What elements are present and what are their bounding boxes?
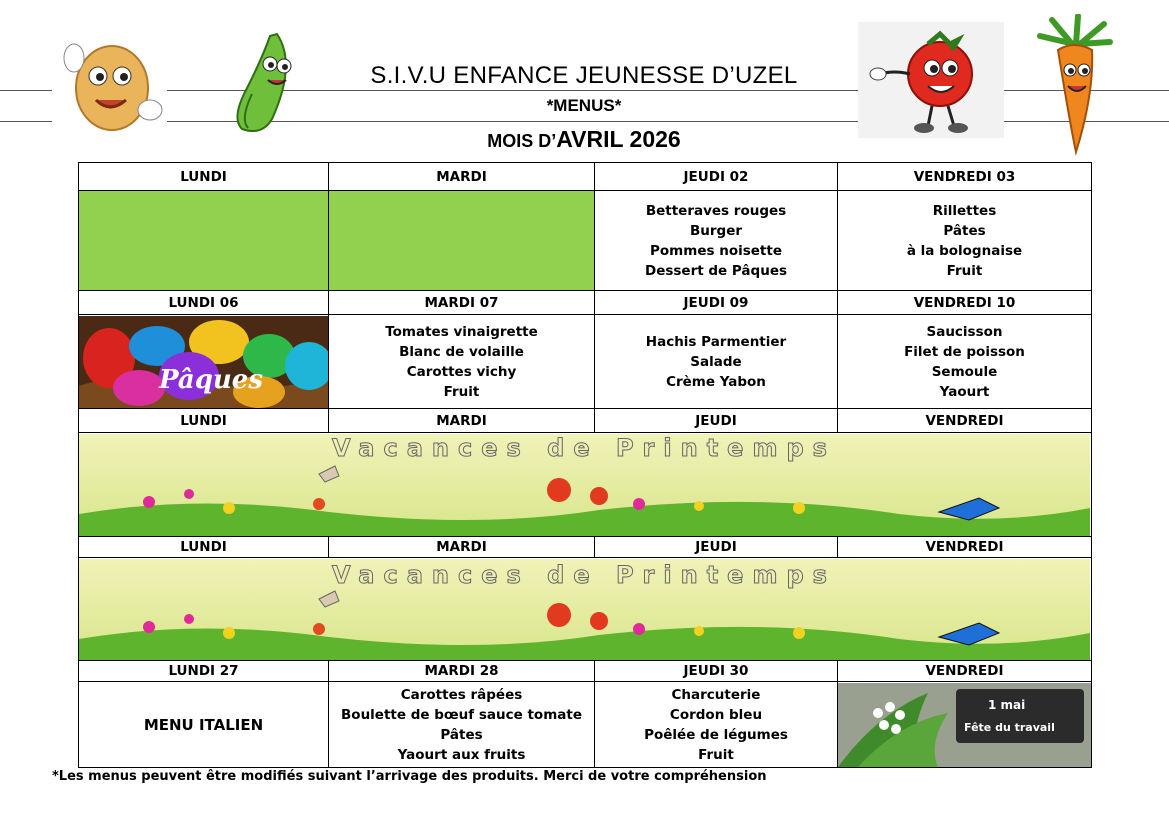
month-prefix: MOIS D’ [487, 131, 557, 151]
menu-item: Saucisson [926, 323, 1003, 340]
tomato-icon [858, 22, 1004, 138]
week-3-header-row [79, 409, 1092, 433]
day-header: VENDREDI [838, 661, 1092, 682]
banner-text: Vacances de Printemps [332, 560, 836, 589]
day-header: JEUDI [595, 409, 838, 433]
menu-item: Hachis Parmentier [645, 333, 787, 350]
menu-item: Fruit [443, 383, 480, 400]
cucumber-icon [222, 24, 307, 139]
day-header: JEUDI 02 [595, 163, 838, 191]
week-5-header-row [79, 661, 1092, 682]
day-header: JEUDI 30 [595, 661, 838, 682]
day-header: VENDREDI [838, 409, 1092, 433]
menu-item: Charcuterie [671, 686, 761, 703]
menu-item: Yaourt [939, 383, 990, 400]
menu-item: Fruit [946, 262, 983, 279]
week-2-menu-row [79, 315, 1092, 409]
menus-subtitle: *MENUS* [546, 96, 622, 115]
day-header: VENDREDI 03 [838, 163, 1092, 191]
day-menu-cell [329, 315, 595, 409]
day-menu-cell [595, 191, 838, 291]
menu-item: Cordon bleu [669, 706, 763, 723]
day-header: JEUDI [595, 537, 838, 558]
menu-item: Salade [690, 353, 742, 370]
day-header: LUNDI 27 [79, 661, 329, 682]
week-4-header-row [79, 537, 1092, 558]
day-header: LUNDI [79, 163, 329, 191]
spring-holiday-banner [79, 433, 1092, 537]
carrot-icon [1032, 14, 1114, 156]
day-header: MARDI [329, 409, 595, 433]
week-1-header-row [79, 163, 1092, 191]
menu-item: Filet de poisson [904, 343, 1025, 360]
menu-table [78, 162, 1092, 768]
day-header: JEUDI 09 [595, 291, 838, 315]
menu-item: Semoule [931, 363, 998, 380]
menu-item: MENU ITALIEN [143, 715, 264, 734]
menu-item: Yaourt aux fruits [397, 746, 526, 763]
day-header: LUNDI [79, 537, 329, 558]
week-5-menu-row [79, 682, 1092, 768]
menu-item: Crème Yabon [666, 373, 766, 390]
empty-day-cell [79, 191, 329, 291]
empty-day-cell [329, 191, 595, 291]
menu-item: Tomates vinaigrette [385, 323, 538, 340]
potato-icon [52, 28, 167, 133]
day-header: MARDI [329, 163, 595, 191]
may-day-label-date: 1 mai [988, 697, 1026, 712]
day-header: VENDREDI 10 [838, 291, 1092, 315]
week-2-header-row [79, 291, 1092, 315]
may-day-label-fete: Fête du travail [964, 720, 1055, 734]
day-header: MARDI [329, 537, 595, 558]
week-4-banner-row [79, 558, 1092, 661]
organization-title: S.I.V.U ENFANCE JEUNESSE D’UZEL [370, 62, 798, 89]
menu-item: à la bolognaise [906, 242, 1023, 259]
menu-item: Boulette de bœuf sauce tomate [341, 706, 582, 723]
day-header: MARDI 07 [329, 291, 595, 315]
day-menu-cell [838, 315, 1092, 409]
easter-eggs-image [79, 315, 329, 409]
footnote: *Les menus peuvent être modifiés suivant l’arrivage des produits. Merci de votre compréhension [52, 769, 767, 784]
menu-item: Poêlée de légumes [644, 726, 788, 743]
menu-item: Carottes râpées [400, 686, 523, 703]
menu-item: Blanc de volaille [399, 343, 524, 360]
day-header: LUNDI [79, 409, 329, 433]
may-day-image [838, 682, 1092, 768]
week-3-banner-row [79, 433, 1092, 537]
easter-label: Pâques [159, 364, 263, 395]
day-menu-cell [329, 682, 595, 768]
menu-item: Pommes noisette [650, 242, 782, 259]
month-title [330, 126, 838, 153]
menu-item: Dessert de Pâques [644, 262, 788, 279]
day-header: VENDREDI [838, 537, 1092, 558]
menu-item: Rillettes [932, 202, 997, 219]
menu-item: Fruit [698, 746, 734, 763]
day-header: MARDI 28 [329, 661, 595, 682]
day-menu-cell [79, 682, 329, 768]
day-header: LUNDI 06 [79, 291, 329, 315]
spring-holiday-banner [79, 558, 1092, 661]
day-menu-cell [595, 315, 838, 409]
banner-text: Vacances de Printemps [332, 433, 836, 462]
menu-item: Pâtes [943, 222, 986, 239]
menu-item: Carottes vichy [406, 363, 517, 380]
day-menu-cell [595, 682, 838, 768]
menu-item: Pâtes [440, 726, 483, 743]
day-menu-cell [838, 191, 1092, 291]
menu-item: Betteraves rouges [645, 202, 787, 219]
week-1-menu-row [79, 191, 1092, 291]
month-name: AVRIL 2026 [556, 126, 681, 152]
menu-item: Burger [689, 222, 743, 239]
